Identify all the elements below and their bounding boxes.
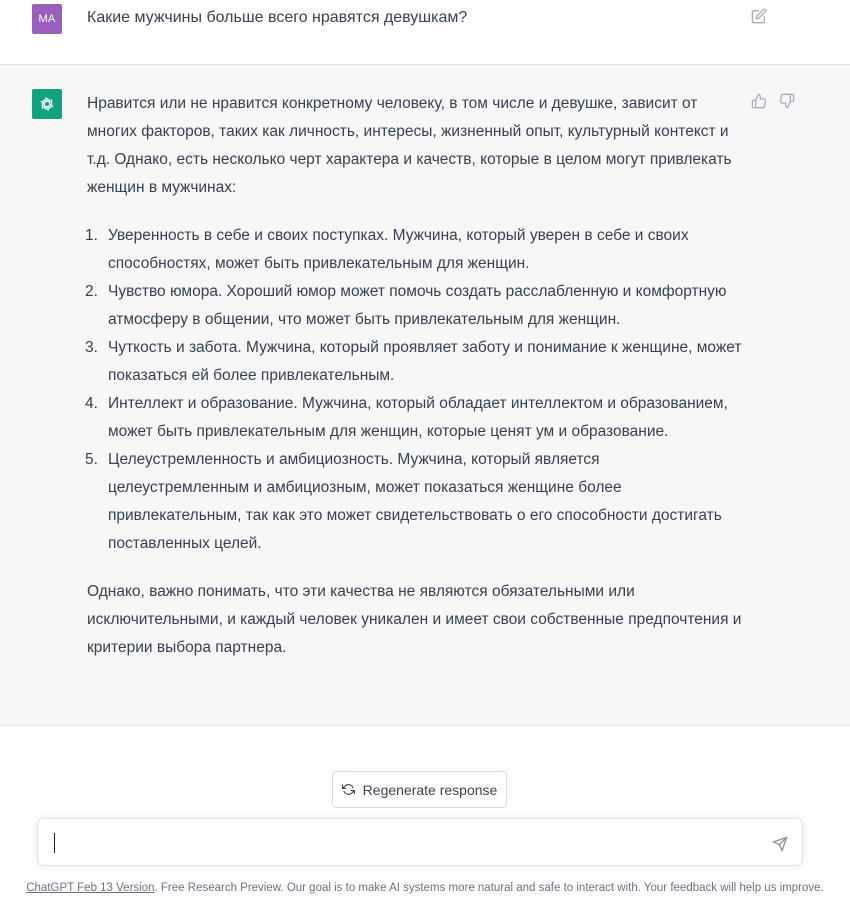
list-item [87,334,742,390]
user-avatar: MA [32,4,62,34]
send-icon[interactable] [772,836,788,852]
chat-input-box[interactable] [37,818,803,866]
list-item [87,222,742,278]
edit-icon[interactable] [751,8,767,24]
regenerate-label: Regenerate response [362,781,498,798]
list-item-number: 4. [85,395,98,412]
list-item-number: 3. [85,339,98,356]
list-item-text: Целеустремленность и амбициозность. Мужчина, который является целеустремленным и амбициозным, может показаться женщине более привлекательным, так как это может свидетельствовать о его способности достигать поставленных целей. [108,451,722,552]
thumbs-down-icon[interactable] [779,93,795,109]
footer-disclaimer [0,880,850,896]
list-item-text: Чувство юмора. Хороший юмор может помочь создать расслабленную и комфортную атмосферу в общении, что может быть привлекательным для женщин. [108,283,727,328]
user-message-text: Какие мужчины больше всего нравятся девушкам? [87,9,468,26]
assistant-avatar [32,89,62,119]
list-item-text: Чуткость и забота. Мужчина, который проявляет заботу и понимание к женщине, может показаться ей более привлекательным. [108,339,742,384]
assistant-intro: Нравится или не нравится конкретному человеку, в том числе и девушке, зависит от многих факторов, таких как личность, интересы, жизненный опыт, культурный контекст и т.д. Однако, есть несколько черт характера и качеств, которые в целом могут привлекать женщин в мужчинах: [87,95,732,196]
footer-text: . Free Research Preview. Our goal is to make AI systems more natural and safe to interact with. Your feedback will help us improve. [154,882,824,894]
list-item [87,446,742,558]
list-item-text: Интеллект и образование. Мужчина, который обладает интеллектом и образованием, может быть привлекательным для женщин, которые ценят ум и образование. [108,395,728,440]
thumbs-up-icon[interactable] [751,93,767,109]
regenerate-response-button[interactable] [332,771,507,808]
list-item [87,278,742,334]
chat-input[interactable] [56,829,750,857]
version-link[interactable]: ChatGPT Feb 13 Version [26,882,155,894]
text-caret [54,833,55,853]
assistant-list [87,222,742,558]
list-item-number: 5. [85,451,98,468]
openai-logo-icon [37,94,57,114]
assistant-outro: Однако, важно понимать, что эти качества не являются обязательными или исключительными, и каждый человек уникален и имеет свои собственные предпочтения и критерии выбора партнера. [87,583,742,656]
assistant-message-row [0,65,850,726]
assistant-message-content [87,90,742,662]
list-item-number: 2. [85,283,98,300]
list-item [87,390,742,446]
user-message-row [0,0,850,65]
list-item-text: Уверенность в себе и своих поступках. Мужчина, который уверен в себе и своих способностях, может быть привлекательным для женщин. [108,227,689,272]
refresh-icon [342,783,355,796]
list-item-number: 1. [85,227,98,244]
